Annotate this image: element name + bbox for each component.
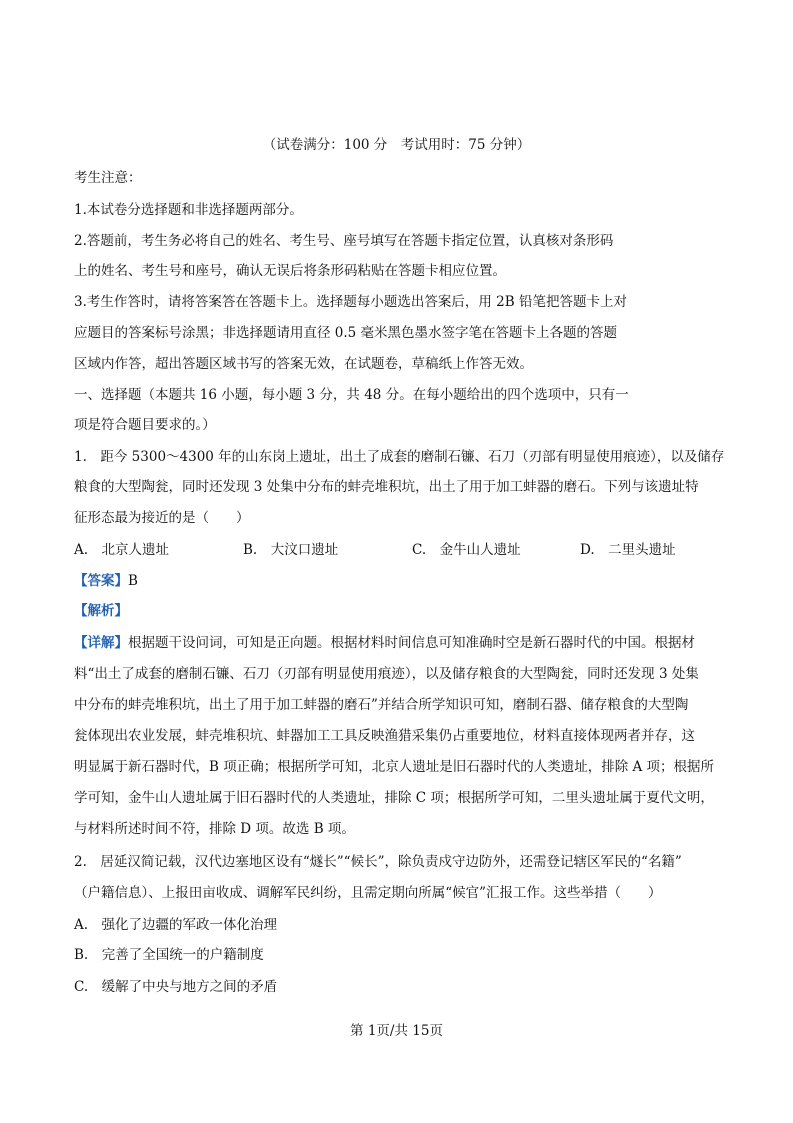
question-1-option-c: C. 金牛山人遗址	[412, 542, 521, 558]
question-2-stem: 2. 居延汉简记载，汉代边塞地区设有“燧长”“候长”，除负责戍守边防外，还需登记辖区军民的“名籍”	[74, 854, 682, 870]
question-1-option-b: B. 大汶口遗址	[243, 542, 339, 558]
answer-row	[74, 571, 138, 591]
detail-line: 料“出土了成套的磨制石镰、石刀（刃部有明显使用痕迹），以及储存粮食的大型陶瓮，同时还发现 3 处集	[74, 666, 699, 682]
score-time-header: （试卷满分：100 分 考试用时：75 分钟）	[262, 137, 531, 153]
question-1-stem: 1. 距今 5300～4300 年的山东岗上遗址，出土了成套的磨制石镰、石刀（刃部有明显使用痕迹），以及储存	[74, 449, 725, 465]
detail-row	[74, 633, 695, 653]
question-1-option-d: D. 二里头遗址	[580, 542, 676, 558]
notice-line: 2.答题前，考生务必将自己的姓名、考生号、座号填写在答题卡指定位置，认真核对条形码	[74, 233, 614, 249]
question-1-option-a: A. 北京人遗址	[74, 542, 170, 558]
notice-line: 上的姓名、考生号和座号，确认无误后将条形码粘贴在答题卡相应位置。	[74, 263, 506, 279]
question-1-stem: 粮食的大型陶瓮，同时还发现 3 处集中分布的蚌壳堆积坑，出土了用于加工蚌器的磨石。下列与该遗址特	[74, 479, 699, 495]
detail-line: 与材料所述时间不符，排除 D 项。故选 B 项。	[74, 821, 355, 837]
analysis-tag: 【解析】	[74, 603, 128, 619]
notice-line: 3.考生作答时，请将答案答在答题卡上。选择题每小题选出答案后，用 2B 铅笔把答题卡上对	[74, 294, 627, 310]
detail-line: 学可知，金牛山人遗址属于旧石器时代的人类遗址，排除 C 项；根据所学可知，二里头遗址属于夏代文明，	[74, 790, 714, 806]
detail-text: 根据题干设问词，可知是正向题。根据材料时间信息可知准确时空是新石器时代的中国。根据材	[128, 635, 695, 651]
question-2-option-b: B. 完善了全国统一的户籍制度	[74, 947, 264, 963]
detail-tag: 【详解】	[74, 635, 128, 651]
detail-line: 中分布的蚌壳堆积坑，出土了用于加工蚌器的磨石”并结合所学知识可知，磨制石器、储存粮食的大型陶	[74, 697, 689, 713]
question-2-option-a: A. 强化了边疆的军政一体化治理	[74, 917, 278, 933]
detail-line: 瓮体现出农业发展，蚌壳堆积坑、蚌器加工工具反映渔猎采集仍占重要地位，材料直接体现两者并存，这	[74, 728, 695, 744]
answer-value: B	[128, 573, 138, 589]
question-1-stem: 征形态最为接近的是（ ）	[74, 510, 250, 526]
notice-title: 考生注意：	[74, 170, 142, 186]
notice-line: 区域内作答，超出答题区域书写的答案无效，在试题卷，草稿纸上作答无效。	[74, 356, 533, 372]
notice-line: 1.本试卷分选择题和非选择题两部分。	[74, 202, 303, 218]
page-number: 第 1页/共 15页	[350, 1023, 443, 1039]
section-heading: 项是符合题目要求的。）	[74, 417, 216, 433]
detail-line: 明显属于新石器时代，B 项正确；根据所学可知，北京人遗址是旧石器时代的人类遗址，排除 A 项；根据所	[74, 759, 715, 775]
section-heading: 一、选择题（本题共 16 小题，每小题 3 分，共 48 分。在每小题给出的四个选项中，只有一	[74, 387, 629, 403]
answer-tag: 【答案】	[74, 573, 128, 589]
question-2-stem: （户籍信息）、上报田亩收成、调解军民纠纷，且需定期向所属“候官”汇报工作。这些举措（ ）	[74, 885, 662, 901]
notice-line: 应题目的答案标号涂黑；非选择题请用直径 0.5 毫米黑色墨水签字笔在答题卡上各题的答题	[74, 325, 618, 341]
analysis-row	[74, 601, 128, 621]
question-2-option-c: C. 缓解了中央与地方之间的矛盾	[74, 979, 278, 995]
